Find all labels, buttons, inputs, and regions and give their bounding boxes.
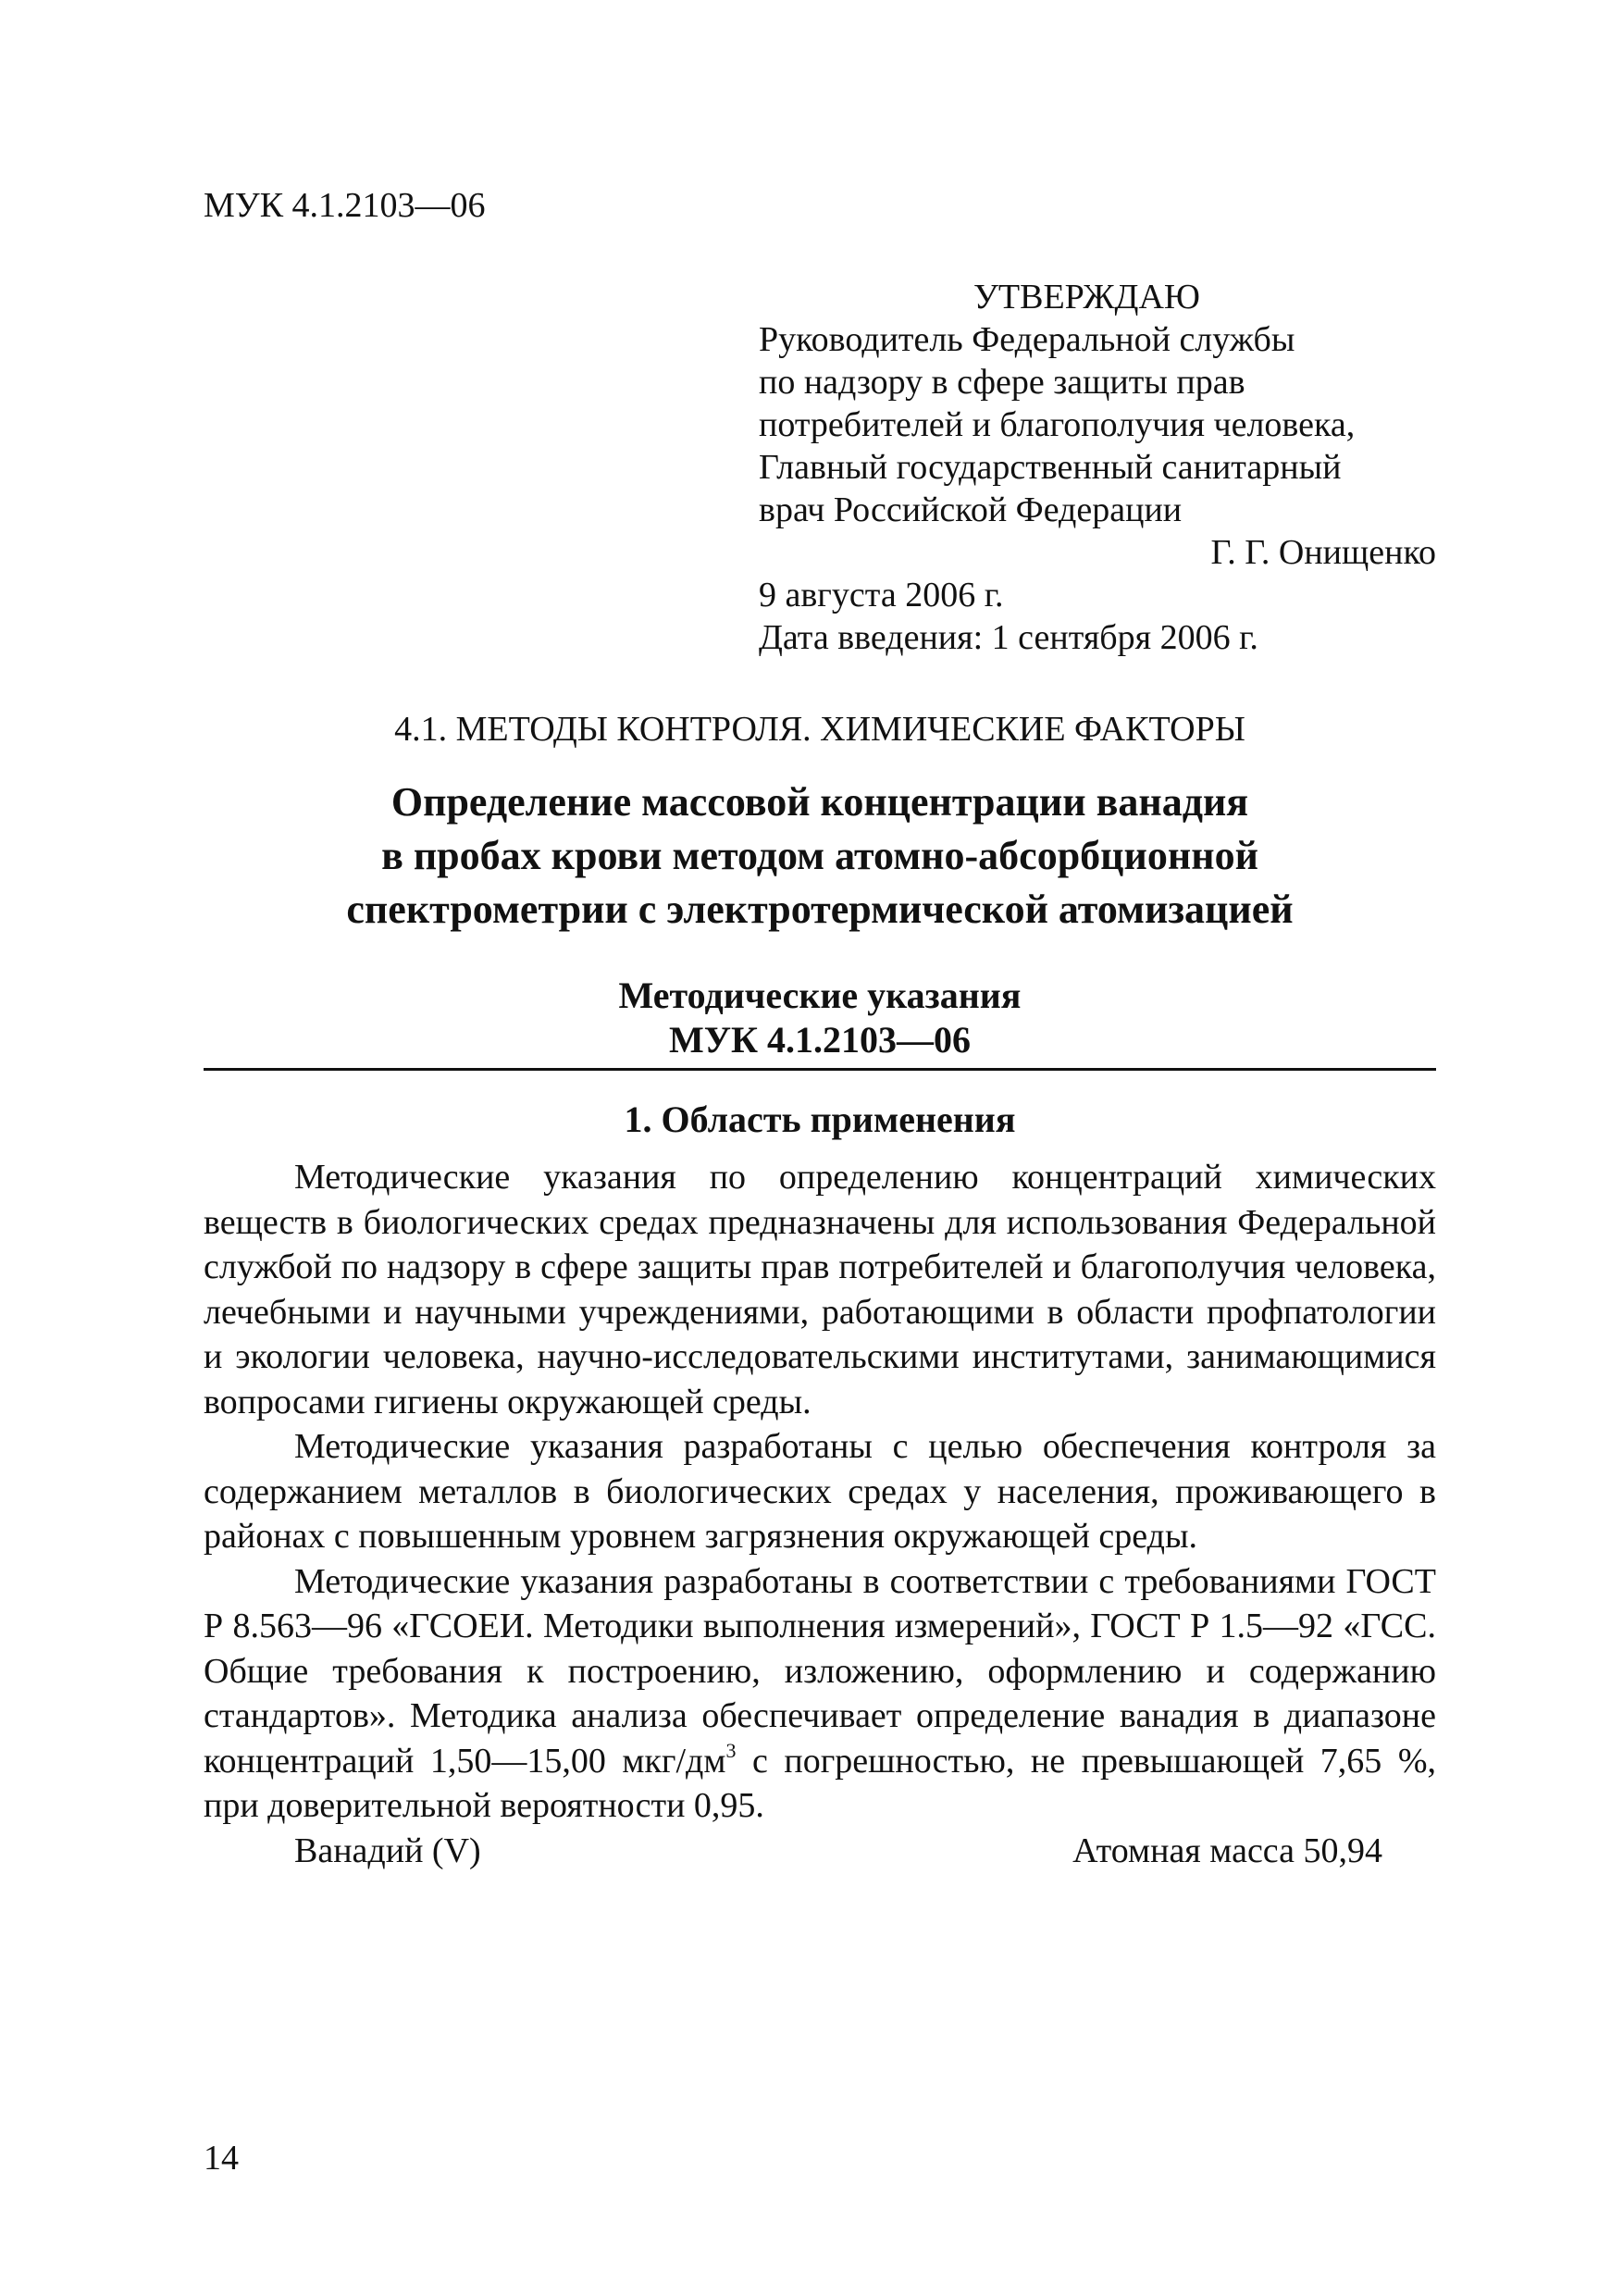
approval-line: по надзору в сфере защиты прав [759,363,1245,402]
section-label: 4.1. МЕТОДЫ КОНТРОЛЯ. ХИМИЧЕСКИЕ ФАКТОРЫ [394,710,1245,749]
approval-date: 9 августа 2006 г. [759,576,1004,614]
paragraph: Методические указания по определению концентраций химических веществ в биологических средах предназначены для использования Федеральной службой по надзору в сфере защиты прав потребителей и благополучия человека, лечебными и научными учреждениями, работающими в области профпатологии и экологии человека, научно-исследовательскими институтами, занимающимися вопросами гигиены окружающей среды. [204,1158,1436,1421]
document-type-label: Методические указания [618,974,1022,1016]
section-heading: 1. Область применения [624,1098,1016,1140]
element-name: Ванадий (V) [294,1831,481,1870]
element-info-row [204,1829,1436,1874]
document-type [204,974,1436,1062]
paragraph-text: Методические указания разработаны в соответствии с требованиями ГОСТ Р 8.563—96 «ГСОЕИ. Методики выполнения измерений», ГОСТ Р 1.5—92 «ГСС. Общие требования к построению, изложению, оформлению и содержанию стандартов». Методика анализа обеспечивает определение ванадия в диапазоне концентраций 1,50—15,00 мкг/дм [204,1561,1436,1781]
atomic-mass: Атомная масса 50,94 [1072,1831,1382,1870]
title-line: Определение массовой концентрации ванадия [390,779,1249,825]
document-code-header: МУК 4.1.2103—06 [204,186,486,225]
approval-signatory: Г. Г. Онищенко [1210,533,1436,572]
approval-line: врач Российской Федерации [759,490,1183,529]
approval-title: УТВЕРЖДАЮ [973,278,1200,316]
body-text [204,1155,1436,1873]
paragraph: Методические указания разработаны с целью обеспечения контроля за содержанием металлов в биологических средах у населения, проживающего в районах с повышенным уровнем загрязнения окружающей среды. [204,1427,1436,1556]
paragraph-text: с погрешностью, не превышающей 7,65 %, при доверительной вероятности 0,95. [204,1741,1436,1825]
approval-line: Руководитель Федеральной службы [759,320,1295,359]
paragraph [204,1559,1436,1829]
approval-block [759,276,1436,659]
document-title [204,776,1436,937]
document-type-code: МУК 4.1.2103—06 [668,1019,972,1061]
horizontal-divider [204,1068,1436,1071]
approval-line: Главный государственный санитарный [759,448,1342,487]
title-line: спектрометрии с электротермической атомизацией [346,887,1294,932]
superscript: 3 [725,1738,737,1762]
approval-line: потребителей и благополучия человека, [759,405,1356,444]
page-number: 14 [204,2139,239,2178]
title-line: в пробах крови методом атомно-абсорбционной [381,833,1258,878]
introduction-date: Дата введения: 1 сентября 2006 г. [759,618,1258,657]
